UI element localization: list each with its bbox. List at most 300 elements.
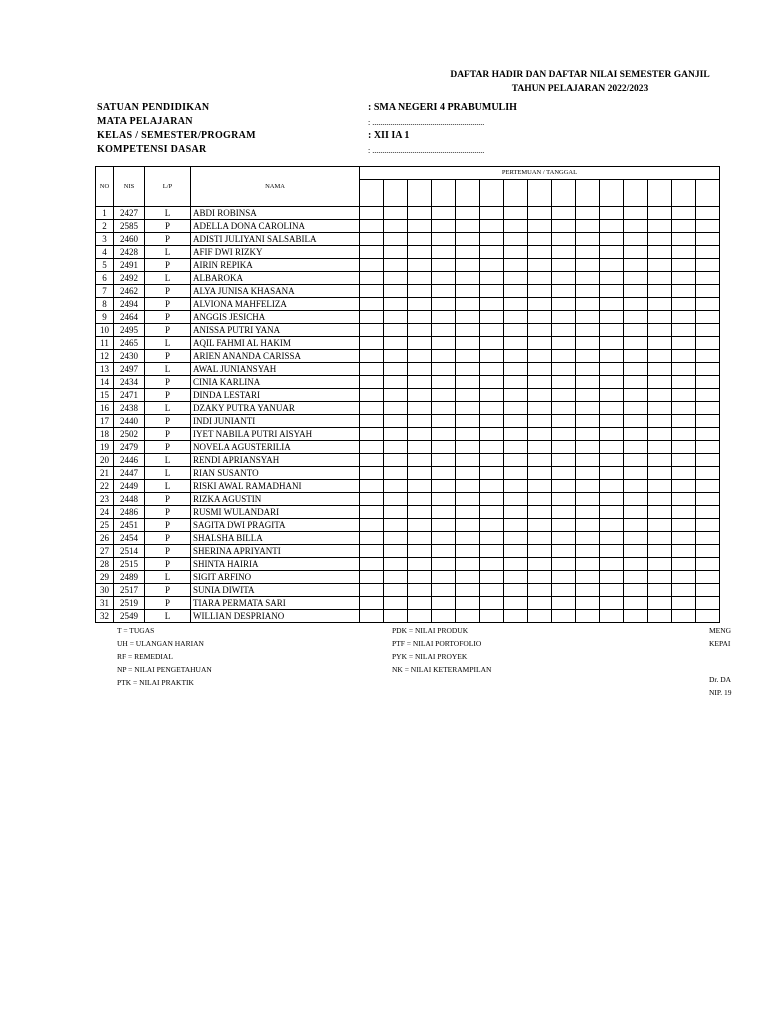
attendance-cell[interactable] <box>576 610 600 623</box>
attendance-cell[interactable] <box>648 571 672 584</box>
attendance-cell[interactable] <box>384 545 408 558</box>
attendance-cell[interactable] <box>672 441 696 454</box>
attendance-cell[interactable] <box>696 467 720 480</box>
attendance-cell[interactable] <box>576 415 600 428</box>
attendance-cell[interactable] <box>504 532 528 545</box>
meeting-date-cell[interactable] <box>600 180 624 207</box>
attendance-cell[interactable] <box>576 480 600 493</box>
attendance-cell[interactable] <box>504 376 528 389</box>
attendance-cell[interactable] <box>648 441 672 454</box>
attendance-cell[interactable] <box>624 415 648 428</box>
attendance-cell[interactable] <box>504 467 528 480</box>
attendance-cell[interactable] <box>504 480 528 493</box>
attendance-cell[interactable] <box>696 389 720 402</box>
attendance-cell[interactable] <box>480 415 504 428</box>
meeting-date-cell[interactable] <box>528 180 552 207</box>
attendance-cell[interactable] <box>600 220 624 233</box>
attendance-cell[interactable] <box>384 363 408 376</box>
attendance-cell[interactable] <box>528 246 552 259</box>
attendance-cell[interactable] <box>360 571 384 584</box>
attendance-cell[interactable] <box>600 285 624 298</box>
attendance-cell[interactable] <box>576 272 600 285</box>
meeting-date-cell[interactable] <box>552 180 576 207</box>
attendance-cell[interactable] <box>432 259 456 272</box>
attendance-cell[interactable] <box>624 519 648 532</box>
attendance-cell[interactable] <box>552 246 576 259</box>
meeting-date-cell[interactable] <box>360 180 384 207</box>
attendance-cell[interactable] <box>432 376 456 389</box>
attendance-cell[interactable] <box>504 324 528 337</box>
attendance-cell[interactable] <box>552 298 576 311</box>
attendance-cell[interactable] <box>456 506 480 519</box>
attendance-cell[interactable] <box>504 259 528 272</box>
attendance-cell[interactable] <box>408 545 432 558</box>
attendance-cell[interactable] <box>600 519 624 532</box>
attendance-cell[interactable] <box>456 493 480 506</box>
attendance-cell[interactable] <box>384 337 408 350</box>
attendance-cell[interactable] <box>432 350 456 363</box>
attendance-cell[interactable] <box>624 220 648 233</box>
attendance-cell[interactable] <box>672 467 696 480</box>
attendance-cell[interactable] <box>576 493 600 506</box>
attendance-cell[interactable] <box>504 363 528 376</box>
attendance-cell[interactable] <box>360 350 384 363</box>
attendance-cell[interactable] <box>504 285 528 298</box>
attendance-cell[interactable] <box>384 584 408 597</box>
attendance-cell[interactable] <box>480 233 504 246</box>
attendance-cell[interactable] <box>504 220 528 233</box>
attendance-cell[interactable] <box>672 298 696 311</box>
attendance-cell[interactable] <box>576 350 600 363</box>
attendance-cell[interactable] <box>504 506 528 519</box>
attendance-cell[interactable] <box>408 597 432 610</box>
attendance-cell[interactable] <box>480 220 504 233</box>
attendance-cell[interactable] <box>408 389 432 402</box>
attendance-cell[interactable] <box>456 545 480 558</box>
attendance-cell[interactable] <box>432 233 456 246</box>
attendance-cell[interactable] <box>480 402 504 415</box>
attendance-cell[interactable] <box>624 259 648 272</box>
meeting-date-cell[interactable] <box>456 180 480 207</box>
attendance-cell[interactable] <box>672 363 696 376</box>
attendance-cell[interactable] <box>456 610 480 623</box>
attendance-cell[interactable] <box>360 363 384 376</box>
attendance-cell[interactable] <box>576 402 600 415</box>
attendance-cell[interactable] <box>384 571 408 584</box>
attendance-cell[interactable] <box>360 285 384 298</box>
attendance-cell[interactable] <box>648 363 672 376</box>
attendance-cell[interactable] <box>504 233 528 246</box>
attendance-cell[interactable] <box>360 558 384 571</box>
attendance-cell[interactable] <box>384 428 408 441</box>
attendance-cell[interactable] <box>360 506 384 519</box>
attendance-cell[interactable] <box>408 285 432 298</box>
attendance-cell[interactable] <box>408 402 432 415</box>
attendance-cell[interactable] <box>648 220 672 233</box>
attendance-cell[interactable] <box>456 415 480 428</box>
attendance-cell[interactable] <box>384 610 408 623</box>
meeting-date-cell[interactable] <box>648 180 672 207</box>
attendance-cell[interactable] <box>552 428 576 441</box>
attendance-cell[interactable] <box>576 285 600 298</box>
attendance-cell[interactable] <box>576 519 600 532</box>
attendance-cell[interactable] <box>600 233 624 246</box>
attendance-cell[interactable] <box>624 285 648 298</box>
attendance-cell[interactable] <box>456 519 480 532</box>
attendance-cell[interactable] <box>648 376 672 389</box>
attendance-cell[interactable] <box>648 493 672 506</box>
attendance-cell[interactable] <box>432 597 456 610</box>
attendance-cell[interactable] <box>480 285 504 298</box>
attendance-cell[interactable] <box>360 298 384 311</box>
attendance-cell[interactable] <box>648 610 672 623</box>
attendance-cell[interactable] <box>528 519 552 532</box>
meeting-date-cell[interactable] <box>576 180 600 207</box>
attendance-cell[interactable] <box>384 259 408 272</box>
attendance-cell[interactable] <box>528 402 552 415</box>
attendance-cell[interactable] <box>672 428 696 441</box>
attendance-cell[interactable] <box>696 376 720 389</box>
attendance-cell[interactable] <box>432 337 456 350</box>
attendance-cell[interactable] <box>360 584 384 597</box>
attendance-cell[interactable] <box>672 259 696 272</box>
attendance-cell[interactable] <box>648 311 672 324</box>
attendance-cell[interactable] <box>480 519 504 532</box>
attendance-cell[interactable] <box>504 545 528 558</box>
attendance-cell[interactable] <box>696 454 720 467</box>
attendance-cell[interactable] <box>624 207 648 220</box>
attendance-cell[interactable] <box>528 610 552 623</box>
attendance-cell[interactable] <box>480 597 504 610</box>
attendance-cell[interactable] <box>552 610 576 623</box>
attendance-cell[interactable] <box>360 415 384 428</box>
attendance-cell[interactable] <box>504 441 528 454</box>
attendance-cell[interactable] <box>384 415 408 428</box>
attendance-cell[interactable] <box>696 233 720 246</box>
attendance-cell[interactable] <box>432 571 456 584</box>
attendance-cell[interactable] <box>672 584 696 597</box>
attendance-cell[interactable] <box>408 220 432 233</box>
attendance-cell[interactable] <box>576 220 600 233</box>
attendance-cell[interactable] <box>360 207 384 220</box>
attendance-cell[interactable] <box>384 558 408 571</box>
attendance-cell[interactable] <box>576 363 600 376</box>
attendance-cell[interactable] <box>408 207 432 220</box>
attendance-cell[interactable] <box>696 428 720 441</box>
attendance-cell[interactable] <box>696 298 720 311</box>
attendance-cell[interactable] <box>360 337 384 350</box>
attendance-cell[interactable] <box>384 285 408 298</box>
attendance-cell[interactable] <box>528 428 552 441</box>
attendance-cell[interactable] <box>384 272 408 285</box>
attendance-cell[interactable] <box>408 493 432 506</box>
attendance-cell[interactable] <box>672 285 696 298</box>
attendance-cell[interactable] <box>624 428 648 441</box>
attendance-cell[interactable] <box>504 298 528 311</box>
attendance-cell[interactable] <box>528 311 552 324</box>
attendance-cell[interactable] <box>672 337 696 350</box>
meeting-date-cell[interactable] <box>504 180 528 207</box>
attendance-cell[interactable] <box>696 246 720 259</box>
attendance-cell[interactable] <box>600 532 624 545</box>
attendance-cell[interactable] <box>528 233 552 246</box>
attendance-cell[interactable] <box>360 532 384 545</box>
attendance-cell[interactable] <box>360 220 384 233</box>
attendance-cell[interactable] <box>600 506 624 519</box>
attendance-cell[interactable] <box>504 415 528 428</box>
attendance-cell[interactable] <box>648 272 672 285</box>
attendance-cell[interactable] <box>600 389 624 402</box>
attendance-cell[interactable] <box>696 220 720 233</box>
attendance-cell[interactable] <box>648 389 672 402</box>
attendance-cell[interactable] <box>360 402 384 415</box>
attendance-cell[interactable] <box>528 584 552 597</box>
attendance-cell[interactable] <box>456 337 480 350</box>
attendance-cell[interactable] <box>384 493 408 506</box>
attendance-cell[interactable] <box>456 233 480 246</box>
attendance-cell[interactable] <box>408 298 432 311</box>
attendance-cell[interactable] <box>552 233 576 246</box>
attendance-cell[interactable] <box>624 324 648 337</box>
attendance-cell[interactable] <box>696 337 720 350</box>
attendance-cell[interactable] <box>360 519 384 532</box>
attendance-cell[interactable] <box>432 545 456 558</box>
attendance-cell[interactable] <box>456 363 480 376</box>
attendance-cell[interactable] <box>528 272 552 285</box>
attendance-cell[interactable] <box>456 467 480 480</box>
attendance-cell[interactable] <box>552 376 576 389</box>
attendance-cell[interactable] <box>408 584 432 597</box>
attendance-cell[interactable] <box>360 545 384 558</box>
attendance-cell[interactable] <box>648 428 672 441</box>
attendance-cell[interactable] <box>624 337 648 350</box>
attendance-cell[interactable] <box>408 233 432 246</box>
attendance-cell[interactable] <box>552 467 576 480</box>
attendance-cell[interactable] <box>480 376 504 389</box>
attendance-cell[interactable] <box>456 285 480 298</box>
attendance-cell[interactable] <box>528 324 552 337</box>
attendance-cell[interactable] <box>456 298 480 311</box>
attendance-cell[interactable] <box>672 519 696 532</box>
attendance-cell[interactable] <box>648 584 672 597</box>
attendance-cell[interactable] <box>504 350 528 363</box>
attendance-cell[interactable] <box>456 402 480 415</box>
attendance-cell[interactable] <box>456 350 480 363</box>
attendance-cell[interactable] <box>648 324 672 337</box>
attendance-cell[interactable] <box>480 480 504 493</box>
attendance-cell[interactable] <box>480 298 504 311</box>
attendance-cell[interactable] <box>480 493 504 506</box>
attendance-cell[interactable] <box>360 610 384 623</box>
attendance-cell[interactable] <box>384 311 408 324</box>
attendance-cell[interactable] <box>360 324 384 337</box>
attendance-cell[interactable] <box>624 376 648 389</box>
attendance-cell[interactable] <box>528 337 552 350</box>
attendance-cell[interactable] <box>648 558 672 571</box>
attendance-cell[interactable] <box>432 519 456 532</box>
attendance-cell[interactable] <box>576 207 600 220</box>
attendance-cell[interactable] <box>528 220 552 233</box>
attendance-cell[interactable] <box>672 493 696 506</box>
attendance-cell[interactable] <box>528 558 552 571</box>
attendance-cell[interactable] <box>456 571 480 584</box>
attendance-cell[interactable] <box>504 246 528 259</box>
attendance-cell[interactable] <box>552 402 576 415</box>
attendance-cell[interactable] <box>672 207 696 220</box>
attendance-cell[interactable] <box>576 506 600 519</box>
attendance-cell[interactable] <box>480 207 504 220</box>
attendance-cell[interactable] <box>408 441 432 454</box>
attendance-cell[interactable] <box>504 337 528 350</box>
attendance-cell[interactable] <box>696 532 720 545</box>
attendance-cell[interactable] <box>360 311 384 324</box>
attendance-cell[interactable] <box>432 558 456 571</box>
attendance-cell[interactable] <box>408 259 432 272</box>
attendance-cell[interactable] <box>456 259 480 272</box>
attendance-cell[interactable] <box>528 532 552 545</box>
attendance-cell[interactable] <box>624 441 648 454</box>
attendance-cell[interactable] <box>648 207 672 220</box>
attendance-cell[interactable] <box>552 597 576 610</box>
attendance-cell[interactable] <box>600 298 624 311</box>
attendance-cell[interactable] <box>384 597 408 610</box>
attendance-cell[interactable] <box>408 337 432 350</box>
attendance-cell[interactable] <box>480 324 504 337</box>
attendance-cell[interactable] <box>408 311 432 324</box>
attendance-cell[interactable] <box>528 441 552 454</box>
attendance-cell[interactable] <box>408 532 432 545</box>
attendance-cell[interactable] <box>384 467 408 480</box>
attendance-cell[interactable] <box>600 337 624 350</box>
attendance-cell[interactable] <box>624 272 648 285</box>
attendance-cell[interactable] <box>432 493 456 506</box>
attendance-cell[interactable] <box>456 324 480 337</box>
attendance-cell[interactable] <box>696 493 720 506</box>
attendance-cell[interactable] <box>600 376 624 389</box>
attendance-cell[interactable] <box>456 376 480 389</box>
attendance-cell[interactable] <box>600 493 624 506</box>
attendance-cell[interactable] <box>360 441 384 454</box>
attendance-cell[interactable] <box>384 519 408 532</box>
attendance-cell[interactable] <box>552 519 576 532</box>
attendance-cell[interactable] <box>576 532 600 545</box>
attendance-cell[interactable] <box>600 402 624 415</box>
attendance-cell[interactable] <box>432 415 456 428</box>
attendance-cell[interactable] <box>408 376 432 389</box>
attendance-cell[interactable] <box>384 532 408 545</box>
attendance-cell[interactable] <box>624 402 648 415</box>
attendance-cell[interactable] <box>624 298 648 311</box>
attendance-cell[interactable] <box>672 220 696 233</box>
attendance-cell[interactable] <box>480 441 504 454</box>
attendance-cell[interactable] <box>480 389 504 402</box>
attendance-cell[interactable] <box>648 480 672 493</box>
attendance-cell[interactable] <box>384 376 408 389</box>
attendance-cell[interactable] <box>576 545 600 558</box>
attendance-cell[interactable] <box>624 610 648 623</box>
attendance-cell[interactable] <box>672 480 696 493</box>
attendance-cell[interactable] <box>552 454 576 467</box>
attendance-cell[interactable] <box>576 441 600 454</box>
attendance-cell[interactable] <box>576 454 600 467</box>
attendance-cell[interactable] <box>672 233 696 246</box>
attendance-cell[interactable] <box>384 441 408 454</box>
attendance-cell[interactable] <box>480 558 504 571</box>
attendance-cell[interactable] <box>528 298 552 311</box>
attendance-cell[interactable] <box>408 350 432 363</box>
attendance-cell[interactable] <box>384 324 408 337</box>
attendance-cell[interactable] <box>648 415 672 428</box>
attendance-cell[interactable] <box>624 597 648 610</box>
attendance-cell[interactable] <box>672 545 696 558</box>
attendance-cell[interactable] <box>360 389 384 402</box>
attendance-cell[interactable] <box>600 415 624 428</box>
attendance-cell[interactable] <box>480 610 504 623</box>
attendance-cell[interactable] <box>648 285 672 298</box>
attendance-cell[interactable] <box>600 571 624 584</box>
attendance-cell[interactable] <box>504 272 528 285</box>
attendance-cell[interactable] <box>600 480 624 493</box>
attendance-cell[interactable] <box>552 389 576 402</box>
attendance-cell[interactable] <box>480 545 504 558</box>
attendance-cell[interactable] <box>360 454 384 467</box>
attendance-cell[interactable] <box>504 558 528 571</box>
attendance-cell[interactable] <box>432 246 456 259</box>
attendance-cell[interactable] <box>384 233 408 246</box>
attendance-cell[interactable] <box>456 311 480 324</box>
attendance-cell[interactable] <box>408 571 432 584</box>
attendance-cell[interactable] <box>648 506 672 519</box>
attendance-cell[interactable] <box>360 259 384 272</box>
attendance-cell[interactable] <box>480 350 504 363</box>
attendance-cell[interactable] <box>528 571 552 584</box>
attendance-cell[interactable] <box>504 597 528 610</box>
meeting-date-cell[interactable] <box>624 180 648 207</box>
attendance-cell[interactable] <box>528 350 552 363</box>
attendance-cell[interactable] <box>672 571 696 584</box>
attendance-cell[interactable] <box>696 363 720 376</box>
attendance-cell[interactable] <box>648 402 672 415</box>
attendance-cell[interactable] <box>624 545 648 558</box>
attendance-cell[interactable] <box>528 285 552 298</box>
attendance-cell[interactable] <box>672 558 696 571</box>
attendance-cell[interactable] <box>432 207 456 220</box>
attendance-cell[interactable] <box>432 584 456 597</box>
attendance-cell[interactable] <box>696 285 720 298</box>
attendance-cell[interactable] <box>624 233 648 246</box>
attendance-cell[interactable] <box>648 545 672 558</box>
meeting-date-cell[interactable] <box>384 180 408 207</box>
attendance-cell[interactable] <box>552 415 576 428</box>
attendance-cell[interactable] <box>672 350 696 363</box>
attendance-cell[interactable] <box>432 506 456 519</box>
attendance-cell[interactable] <box>672 597 696 610</box>
attendance-cell[interactable] <box>504 519 528 532</box>
attendance-cell[interactable] <box>504 311 528 324</box>
attendance-cell[interactable] <box>552 324 576 337</box>
attendance-cell[interactable] <box>696 519 720 532</box>
attendance-cell[interactable] <box>528 376 552 389</box>
attendance-cell[interactable] <box>408 415 432 428</box>
attendance-cell[interactable] <box>360 428 384 441</box>
attendance-cell[interactable] <box>456 428 480 441</box>
attendance-cell[interactable] <box>432 220 456 233</box>
attendance-cell[interactable] <box>432 610 456 623</box>
attendance-cell[interactable] <box>696 571 720 584</box>
attendance-cell[interactable] <box>408 454 432 467</box>
attendance-cell[interactable] <box>576 597 600 610</box>
attendance-cell[interactable] <box>552 571 576 584</box>
